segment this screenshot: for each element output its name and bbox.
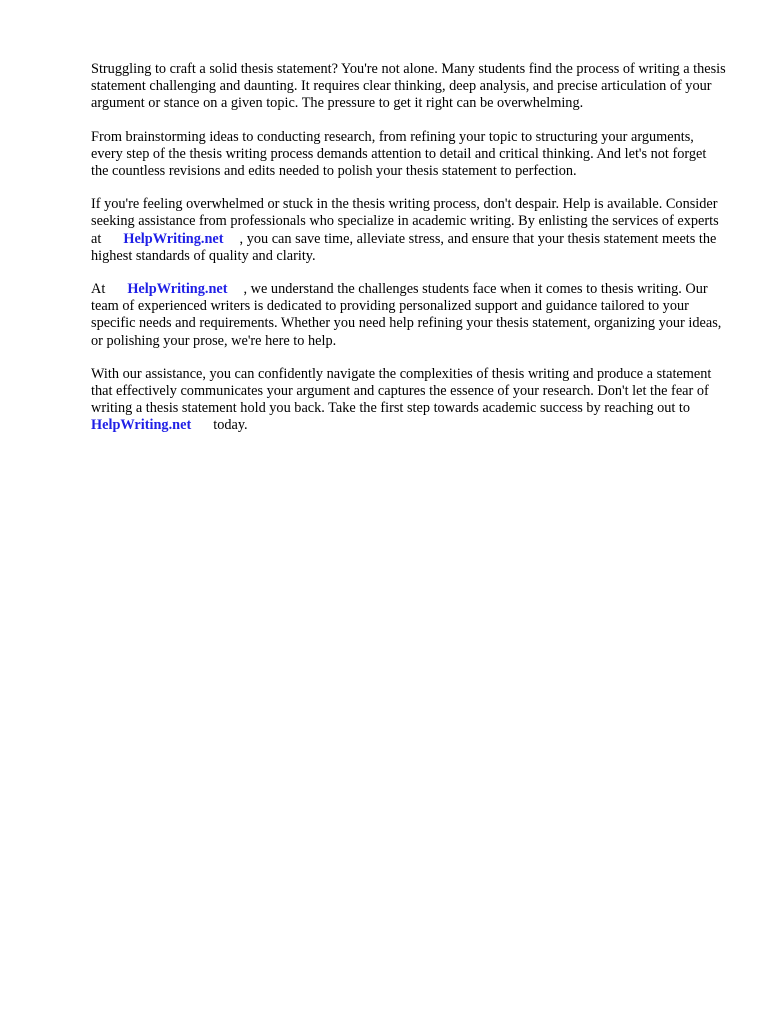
helpwriting-link-3[interactable]: HelpWriting.net [91,417,192,434]
paragraph-about-text-after: , we understand the challenges students face when it comes to thesis writing. Our team of experienced writers is dedicated to providing personalized support and guidance tailored to your specific needs and requirements. Whether you need help refining your thesis statement, organizing your ideas, or polishing your prose, we're here to help. [91,281,722,349]
paragraph-intro: Struggling to craft a solid thesis statement? You're not alone. Many students find the process of writing a thesis statement challenging and daunting. It requires clear thinking, deep analysis, and precise articulation of your argument or stance on a given topic. The pressure to get it right can be overwhelming. [91,61,726,112]
helpwriting-link-2[interactable]: HelpWriting.net [127,281,228,298]
document-body [91,61,726,451]
paragraph-help [91,196,726,265]
paragraph-about-text-before: At [91,281,106,298]
paragraph-closing [91,366,726,435]
paragraph-process: From brainstorming ideas to conducting research, from refining your topic to structuring your arguments, every step of the thesis writing process demands attention to detail and critical thinking. And let's not forget the countless revisions and edits needed to polish your thesis statement to perfection. [91,128,707,180]
helpwriting-link-1[interactable]: HelpWriting.net [123,230,224,247]
paragraph-closing-text-before: With our assistance, you can confidently navigate the complexities of thesis writing and produce a statement that effectively communicates your argument and captures the essence of your research. Don't let the fear of writing a thesis statement hold you back. Take the first step towards academic success by reaching out to [91,365,712,417]
paragraph-help-text-before: If you're feeling overwhelmed or stuck in the thesis writing process, don't despair. Help is available. Consider seeking assistance from professionals who specialize in academic writing. By enlisting the services of experts at [91,196,719,247]
paragraph-help-text-after: , you can save time, alleviate stress, and ensure that your thesis statement meets the highest standards of quality and clarity. [91,230,717,264]
paragraph-about [91,281,726,350]
paragraph-closing-text-after: today. [213,417,248,434]
